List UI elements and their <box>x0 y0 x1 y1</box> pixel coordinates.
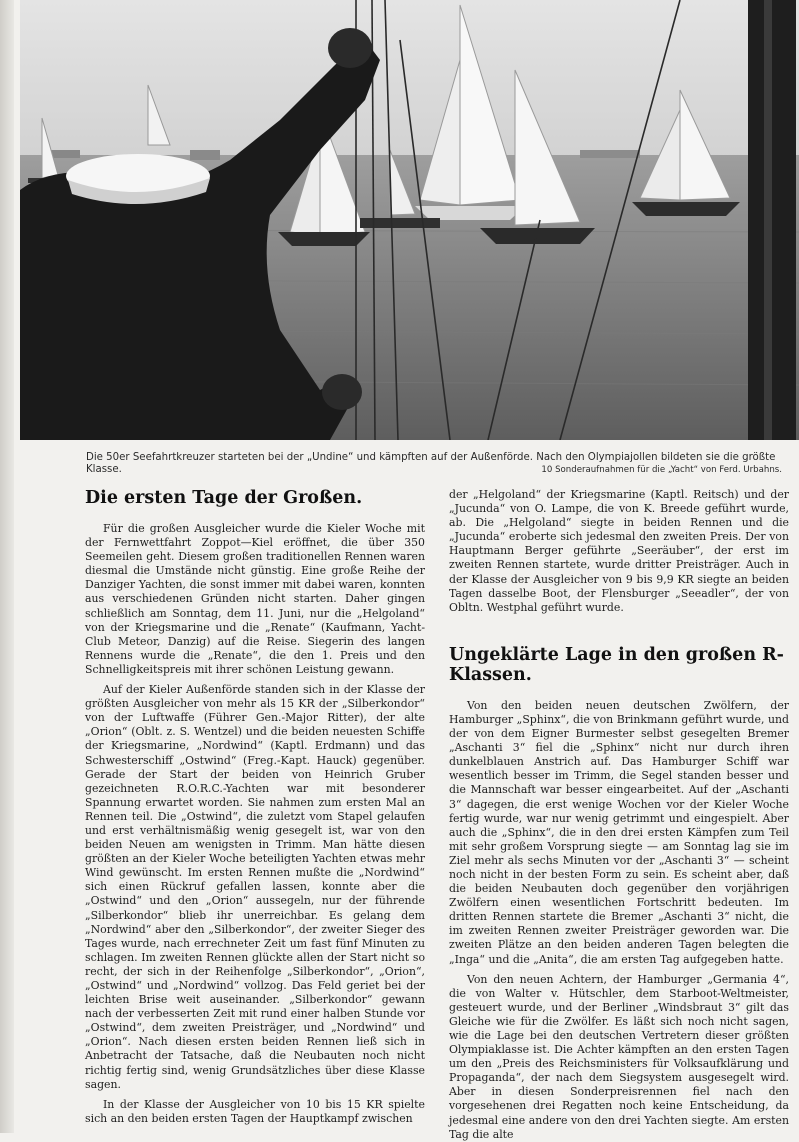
photo-credit: 10 Sonderaufnahmen für die „Yacht“ von Ferd. Urbahns. <box>541 465 782 475</box>
left-column <box>85 488 425 1126</box>
paragraph-continuation: der „Helgoland“ der Kriegsmarine (Kaptl. Reitsch) und der „Jucunda“ von O. Lampe, die von K. Breede geführt wurde, ab. Die „Helgoland“ siegte in beiden Rennen und die „Jucunda“ eroberte sich jedesmal den zweiten Preis. Der von Hauptmann Berger geführte „Seeräuber“, der erst im zweiten Rennen startete, wurde dritter Preisträger. Auch in der Klasse der Ausgleicher von 9 bis 9,9 KR siegte an beiden Tagen dasselbe Boot, der Flensburger „Seeadler“, der von Obltn. Westphal geführt wurde. <box>449 488 789 614</box>
paragraph: In der Klasse der Ausgleicher von 10 bis 15 KR spielte sich an den beiden ersten Tagen der Hauptkampf zwischen <box>85 1097 425 1125</box>
page-edge <box>0 0 14 1133</box>
right-column <box>449 488 789 1142</box>
paragraph: Für die großen Ausgleicher wurde die Kieler Woche mit der Fernwettfahrt Zoppot—Kiel eröffnet, die über 350 Seemeilen geht. Diesem großen traditionellen Rennen waren diesmal die Umstände nicht günstig. Eine große Reihe der Danziger Yachten, die sonst immer mit dabei waren, konnten aus verschiedenen Gründen nicht starten. Daher gingen schließlich am Sonntag, dem 11. Juni, nur die „Helgoland“ von der Kriegsmarine und die „Renate“ (Kaufmann, Yacht-Club Meteor, Danzig) auf die Reise. Siegerin des langen Rennens wurde die „Renate“, die den 1. Preis und den Schnelligkeitspreis mit ihrer schönen Leistung gewann. <box>85 522 425 676</box>
article-heading-1: Die ersten Tage der Großen. <box>85 488 363 508</box>
paragraph: Von den beiden neuen deutschen Zwölfern, der Hamburger „Sphinx“, die von Brinkmann geführt wurde, und der von dem Eigner Burmester selbst gesegelten Bremer „Aschanti 3“ fiel die „Sphinx“ nicht nur durch ihren dunkelblauen Anstrich auf. Das Hamburger Schiff war wesentlich besser im Trimm, die Segel standen besser und die Mannschaft war besser eingearbeitet. Auf der „Aschanti 3“ dagegen, die erst wenige Wochen vor der Kieler Woche fertig wurde, war nur wenig getrimmt und eingespielt. Aber auch die „Sphinx“, die in den drei ersten Kämpfen zum Teil mit sehr großem Vorsprung siegte — am Sonntag lag sie im Ziel mehr als sechs Minuten vor der „Aschanti 3“ — scheint noch nicht in der besten Form zu sein. Es scheint aber, daß die beiden Neubauten doch gegenüber den vorjährigen Zwölfern einen wesentlichen Fortschritt bedeuten. Im dritten Rennen startete die Bremer „Aschanti 3“ nicht, die im zweiten Rennen zweiter Preisträger geworden war. Die zweiten Plätze an den beiden anderen Tagen belegten die „Inga“ und die „Anita“, die am ersten Tag aufgegeben hatte. <box>449 698 789 966</box>
regatta-photo <box>20 0 799 440</box>
paragraph: Von den neuen Achtern, der Hamburger „Germania 4“, die von Walter v. Hütschler, dem Starboot-Weltmeister, gesteuert wurde, und der Berliner „Windsbraut 3“ gilt das Gleiche wie für die Zwölfer. Es läßt sich noch nicht sagen, wie die Lage bei den deutschen Vertretern dieser größten Olympiaklasse ist. Die Achter kämpften an den ersten Tagen um den „Preis des Reichsministers für Volksaufklärung und Propaganda“, der nach dem Siegsystem ausgesegelt wird. Aber in diesen Sonderpreisrennen fiel nach den vorgesehenen drei Regatten noch keine Entscheidung, da jedesmal eine andere von den drei Yachten siegte. Am ersten Tag die alte <box>449 972 789 1141</box>
paragraph: Auf der Kieler Außenförde standen sich in der Klasse der größten Ausgleicher von mehr als 15 KR der „Silberkondor“ von der Luftwaffe (Führer Gen.-Major Ritter), der alte „Orion“ (Oblt. z. S. Wentzel) und die beiden neuesten Schiffe der Kriegsmarine, „Nordwind“ (Kaptl. Erdmann) und das Schwesterschiff „Ostwind“ (Freg.-Kapt. Hauck) gegenüber. Gerade der Start der beiden von Heinrich Gruber gezeichneten R.O.R.C.-Yachten war mit besonderer Spannung erwartet worden. Sie nahmen zum ersten Mal an Rennen teil. Die „Ostwind“, die zuletzt vom Stapel gelaufen und erst verhältnismäßig wenig gesegelt ist, war von den beiden Neuen am wenigsten in Trimm. Man hätte diesen größten an der Kieler Woche beteiligten Yachten etwas mehr Wind gewünscht. Im ersten Rennen mußte die „Nordwind“ sich einen Rückruf gefallen lassen, konnte aber die „Ostwind“ und den „Orion“ aussegeln, nur der führende „Silberkondor“ blieb ihr unerreichbar. Es gelang dem „Nordwind“ aber den „Silberkondor“, der zweiter Sieger des Tages wurde, nach errechneter Zeit um fast fünf Minuten zu schlagen. Im zweiten Rennen glückte allen der Start nicht so recht, der sich in der Reihenfolge „Silberkondor“, „Orion“, „Ostwind“ und „Nordwind“ vollzog. Das Feld geriet bei der leichten Brise weit auseinander. „Silberkondor“ gewann nach der verbesserten Zeit mit rund einer halben Stunde vor „Ostwind“, dem zweiten Preisträger, und „Nordwind“ und „Orion“. Nach diesen ersten beiden Rennen ließ sich in Anbetracht der Tatsache, daß die Neubauten noch nicht richtig fertig sind, wenig Grundsätzliches über diese Klasse sagen. <box>85 683 425 1091</box>
article-heading-2: Ungeklärte Lage in den großen R-Klassen. <box>449 644 784 685</box>
photo-caption <box>86 452 782 476</box>
caption-text: Die 50er Seefahrtkreuzer starteten bei der „Undine“ und kämpften auf der Außenförde. Nach den Olympiajollen bildeten sie die größte Klasse. <box>86 452 776 475</box>
